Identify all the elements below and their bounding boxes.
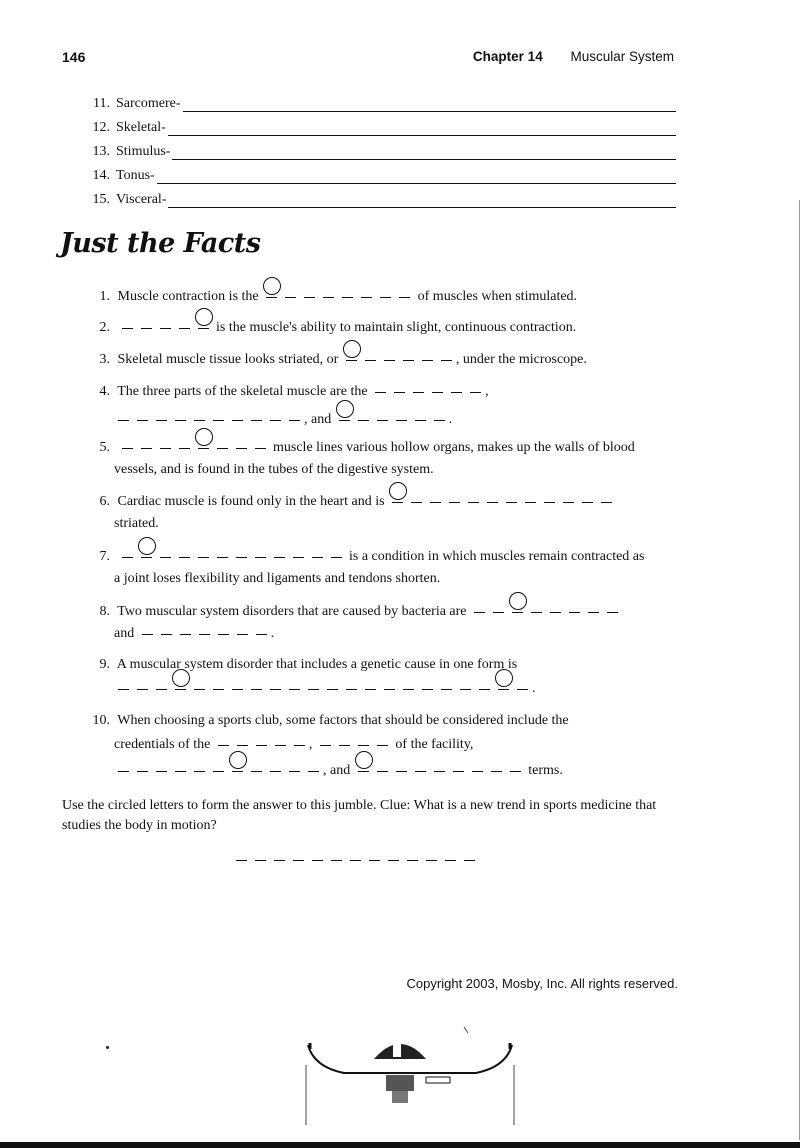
question-text: , bbox=[308, 737, 313, 752]
question-6 bbox=[88, 491, 678, 535]
definition-term: Stimulus- bbox=[116, 144, 171, 159]
question-number: 3. bbox=[99, 352, 110, 367]
chapter-header bbox=[473, 49, 674, 64]
answer-blanks[interactable] bbox=[214, 734, 309, 756]
question-2 bbox=[88, 317, 678, 339]
answer-blanks[interactable] bbox=[388, 491, 616, 513]
answer-blanks[interactable] bbox=[138, 623, 271, 645]
circled-letter bbox=[336, 400, 354, 418]
circled-letter bbox=[389, 482, 407, 500]
question-number: 9. bbox=[99, 657, 110, 672]
answer-line[interactable] bbox=[183, 97, 676, 112]
question-text: of the facility, bbox=[395, 737, 474, 752]
chapter-label: Chapter 14 bbox=[472, 49, 543, 64]
answer-blanks[interactable] bbox=[118, 437, 270, 459]
definition-number: 13. bbox=[92, 144, 110, 159]
question-9 bbox=[88, 654, 678, 700]
question-8 bbox=[88, 601, 678, 645]
question-number: 1. bbox=[99, 289, 110, 304]
definition-term: Visceral- bbox=[116, 192, 167, 207]
definition-number: 14. bbox=[92, 168, 110, 183]
definition-item bbox=[88, 88, 676, 112]
question-text: terms. bbox=[528, 763, 563, 778]
answer-blanks[interactable] bbox=[114, 678, 532, 700]
definition-term: Sarcomere- bbox=[116, 96, 181, 111]
definition-list bbox=[88, 88, 676, 208]
definition-term: Tonus- bbox=[116, 168, 155, 183]
answer-line[interactable] bbox=[168, 121, 676, 136]
chapter-title: Muscular System bbox=[570, 49, 674, 64]
section-title: Just the Facts bbox=[60, 228, 261, 259]
question-text: The three parts of the skeletal muscle are the bbox=[117, 384, 368, 399]
question-text: , and bbox=[323, 763, 351, 778]
question-text: , and bbox=[304, 412, 332, 427]
copyright-notice: Copyright 2003, Mosby, Inc. All rights reserved. bbox=[406, 976, 678, 991]
answer-blanks[interactable] bbox=[335, 409, 449, 431]
answer-blanks[interactable] bbox=[316, 734, 392, 756]
question-number: 5. bbox=[99, 440, 110, 455]
question-3 bbox=[88, 349, 678, 371]
question-number: 4. bbox=[99, 384, 110, 399]
circled-letter bbox=[195, 308, 213, 326]
scan-border bbox=[0, 1142, 800, 1148]
question-5 bbox=[88, 437, 678, 481]
question-text: is a condition in which muscles remain contracted as bbox=[349, 549, 645, 564]
scan-mark bbox=[106, 1046, 109, 1049]
question-4 bbox=[88, 381, 678, 431]
circled-letter bbox=[195, 428, 213, 446]
definition-item bbox=[88, 136, 676, 160]
question-text: and bbox=[114, 626, 135, 641]
circled-letter bbox=[263, 277, 281, 295]
answer-blanks[interactable] bbox=[262, 286, 414, 308]
question-text: striated. bbox=[114, 516, 159, 531]
jumble-answer-blanks[interactable] bbox=[232, 850, 479, 868]
question-text: of muscles when stimulated. bbox=[417, 289, 578, 304]
question-text: Skeletal muscle tissue looks striated, or bbox=[117, 352, 339, 367]
definition-number: 12. bbox=[92, 120, 110, 135]
answer-line[interactable] bbox=[157, 169, 676, 184]
question-text: A muscular system disorder that includes a genetic cause in one form is bbox=[116, 657, 518, 672]
question-7 bbox=[88, 546, 678, 590]
answer-blanks[interactable] bbox=[470, 601, 622, 623]
question-number: 8. bbox=[99, 604, 110, 619]
answer-blanks[interactable] bbox=[354, 760, 525, 782]
answer-line[interactable] bbox=[168, 193, 676, 208]
question-number: 6. bbox=[99, 494, 110, 509]
definition-item bbox=[88, 112, 676, 136]
question-text: . bbox=[448, 412, 453, 427]
circled-letter bbox=[355, 751, 373, 769]
question-text: muscle lines various hollow organs, makes up the walls of blood bbox=[273, 440, 635, 455]
jumble-instructions: Use the circled letters to form the answer to this jumble. Clue: What is a new trend in sports medicine that studies the body in motion? bbox=[62, 798, 657, 833]
circled-letter bbox=[138, 537, 156, 555]
question-10 bbox=[88, 710, 678, 782]
question-text: , bbox=[485, 384, 489, 399]
definition-term: Skeletal- bbox=[116, 120, 166, 135]
circled-letter bbox=[343, 340, 361, 358]
answer-blanks[interactable] bbox=[371, 381, 485, 403]
answer-blanks[interactable] bbox=[118, 546, 346, 568]
question-text: , under the microscope. bbox=[455, 352, 587, 367]
question-text: . bbox=[270, 626, 275, 641]
answer-line[interactable] bbox=[172, 145, 676, 160]
circled-letter bbox=[172, 669, 190, 687]
question-text: Cardiac muscle is found only in the heart and is bbox=[117, 494, 385, 509]
definition-item bbox=[88, 184, 676, 208]
question-text: is the muscle's ability to maintain slight, continuous contraction. bbox=[216, 320, 577, 335]
page-number: 146 bbox=[62, 49, 86, 65]
answer-blanks[interactable] bbox=[114, 760, 323, 782]
binder-clip-icon bbox=[300, 1025, 520, 1125]
question-number: 10. bbox=[92, 713, 110, 728]
question-text: Two muscular system disorders that are caused by bacteria are bbox=[117, 604, 467, 619]
answer-blanks[interactable] bbox=[118, 317, 213, 339]
question-1 bbox=[88, 286, 678, 308]
definition-number: 11. bbox=[93, 96, 110, 111]
circled-letter bbox=[509, 592, 527, 610]
answer-blanks[interactable] bbox=[114, 409, 304, 431]
question-text: credentials of the bbox=[114, 737, 211, 752]
question-text: Muscle contraction is the bbox=[117, 289, 259, 304]
question-text: When choosing a sports club, some factors that should be considered include the bbox=[117, 713, 569, 728]
definition-number: 15. bbox=[92, 192, 110, 207]
question-text: . bbox=[532, 681, 536, 696]
question-number: 2. bbox=[99, 320, 110, 335]
answer-blanks[interactable] bbox=[342, 349, 456, 371]
question-text: vessels, and is found in the tubes of the digestive system. bbox=[114, 462, 434, 477]
circled-letter bbox=[229, 751, 247, 769]
definition-item bbox=[88, 160, 676, 184]
circled-letter bbox=[495, 669, 513, 687]
question-text: a joint loses flexibility and ligaments and tendons shorten. bbox=[114, 571, 441, 586]
question-number: 7. bbox=[99, 549, 110, 564]
